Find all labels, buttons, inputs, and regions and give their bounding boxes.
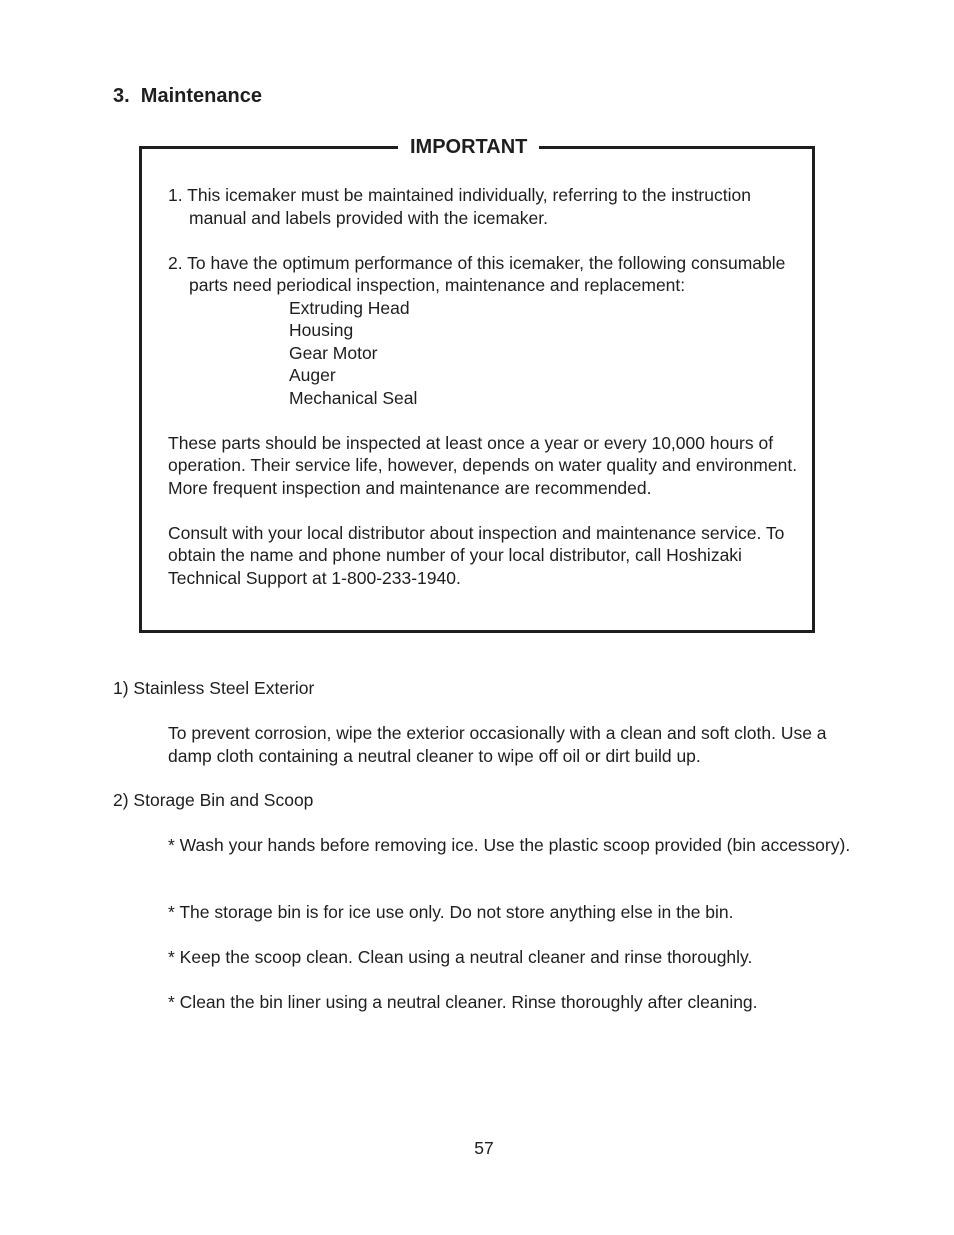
inspection-paragraph: These parts should be inspected at least once a year or every 10,000 hours of operation. Their service life, however, depends on water quality and environment. More frequent inspection and maintenance are recommended. bbox=[168, 432, 798, 498]
important-title: IMPORTANT bbox=[398, 135, 539, 159]
part-item: Housing bbox=[289, 320, 354, 340]
subsection-body-exterior: To prevent corrosion, wipe the exterior occasionally with a clean and soft cloth. Use a damp cloth containing a neutral cleaner to wipe off oil or dirt build up. bbox=[168, 723, 827, 766]
bullet-item: * The storage bin is for ice use only. Do not store anything else in the bin. bbox=[168, 902, 734, 922]
important-item-2: 2. To have the optimum performance of this icemaker, the following consumable parts need periodical inspection, maintenance and replacement: bbox=[168, 252, 786, 295]
contact-paragraph: Consult with your local distributor about inspection and maintenance service. To obtain the name and phone number of your local distributor, call Hoshizaki Technical Support at 1-800-233-1940. bbox=[168, 522, 785, 588]
part-item: Gear Motor bbox=[289, 342, 378, 363]
parts-list bbox=[168, 297, 798, 410]
part-item: Extruding Head bbox=[289, 297, 410, 318]
bullet-item: * Clean the bin liner using a neutral cleaner. Rinse thoroughly after cleaning. bbox=[168, 992, 758, 1012]
part-item: Mechanical Seal bbox=[289, 387, 418, 408]
page-number: 57 bbox=[474, 1138, 494, 1158]
bullet-item: * Wash your hands before removing ice. Use the plastic scoop provided (bin accessory). bbox=[168, 835, 851, 855]
bullet-item: * Keep the scoop clean. Clean using a neutral cleaner and rinse thoroughly. bbox=[168, 947, 753, 967]
subsection-heading-exterior: 1) Stainless Steel Exterior bbox=[113, 678, 315, 698]
subsection-heading-bin: 2) Storage Bin and Scoop bbox=[113, 790, 314, 810]
important-content bbox=[168, 184, 798, 589]
part-item: Auger bbox=[289, 365, 336, 385]
section-title: 3. Maintenance bbox=[113, 85, 262, 107]
important-item-1: 1. This icemaker must be maintained individually, referring to the instruction manual and labels provided with the icemaker. bbox=[168, 185, 751, 228]
